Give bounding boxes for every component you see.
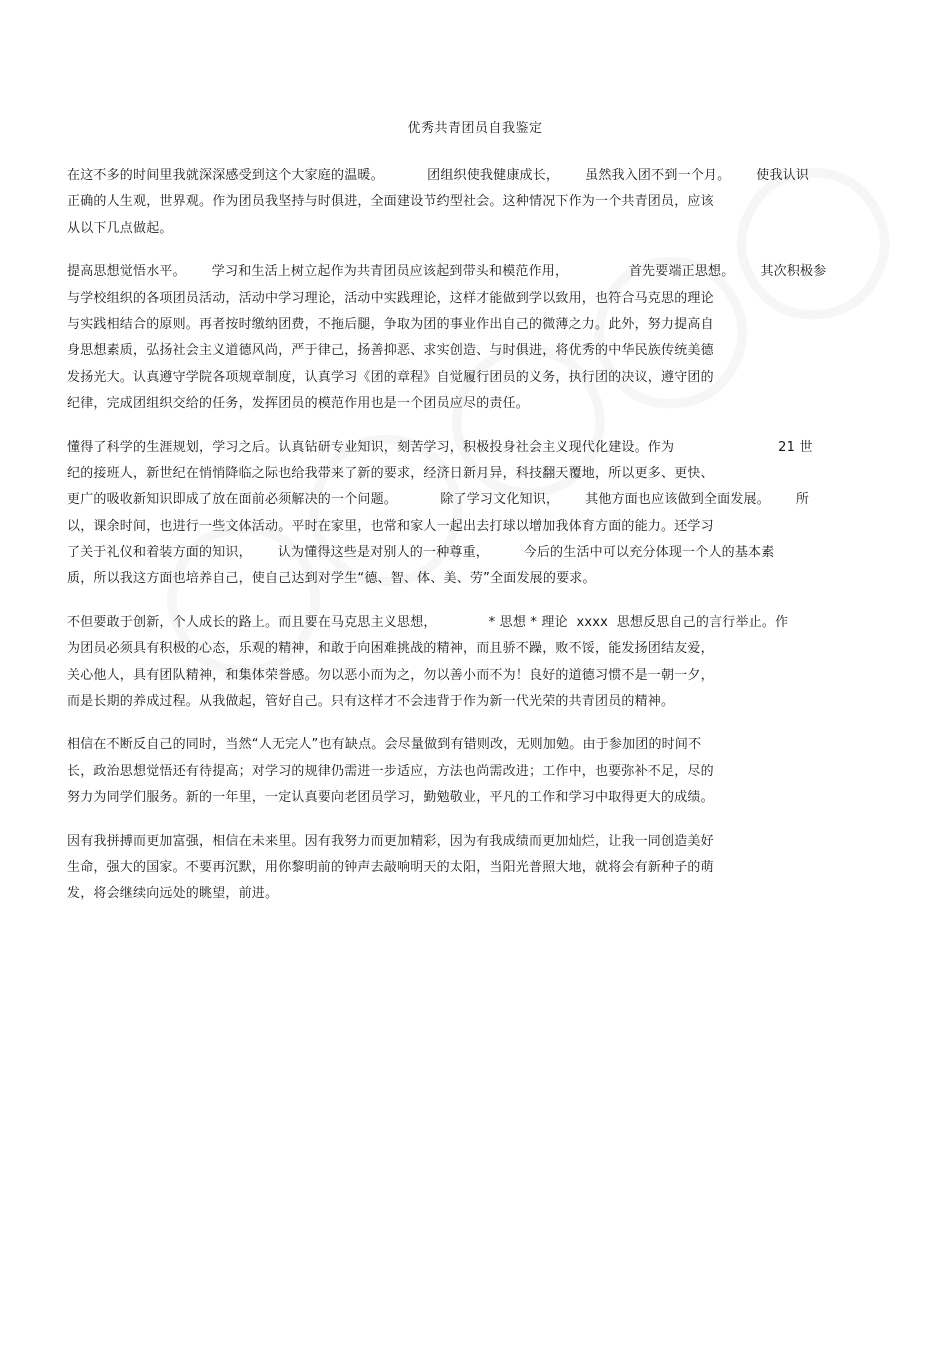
document-body [67, 163, 887, 925]
paragraph-line: 关心他人，具有团队精神，和集体荣誉感。勿以恶小而为之，勿以善小而不为！良好的道德习惯不是一朝一夕， [67, 667, 714, 683]
paragraph-line: 质，所以我这方面也培养自己，使自己达到对学生“德、智、体、美、劳”全面发展的要求。 [67, 571, 596, 587]
paragraph-line: 生命，强大的国家。不要再沉默，用你黎明前的钟声去敲响明天的太阳，当阳光普照大地，就将会有新种子的萌 [67, 859, 714, 875]
paragraph [67, 259, 887, 417]
paragraph-line: 了关于礼仪和着装方面的知识， 认为懂得这些是对别人的一种尊重， 今后的生活中可以充分体现一个人的基本素 [67, 545, 775, 561]
paragraph-line: 不但要敢于创新，个人成长的路上。而且要在马克思主义思想， * 思想 * 理论 xxxx 思想反思自己的言行举止。作 [67, 614, 789, 630]
paragraph-line: 纪律，完成团组织交给的任务，发挥团员的模范作用也是一个团员应尽的责任。 [67, 396, 530, 412]
paragraph-line: 在这不多的时间里我就深深感受到这个大家庭的温暖。 团组织使我健康成长， 虽然我入团不到一个月。 使我认识 [67, 168, 810, 183]
paragraph-line: 相信在不断反自己的同时，当然“人无完人”也有缺点。会尽量做到有错则改，无则加勉。由于参加团的时间不 [67, 737, 702, 753]
paragraph [67, 610, 887, 716]
paragraph-line: 发，将会继续向远处的眺望，前进。 [67, 886, 279, 902]
paragraph-line: 而是长期的养成过程。从我做起，管好自己。只有这样才不会违背于作为新一代光荣的共青团员的精神。 [67, 694, 675, 710]
paragraph-line: 提高思想觉悟水平。 学习和生活上树立起作为共青团员应该起到带头和模范作用， 首先要端正思想。 其次积极参 [67, 264, 827, 280]
paragraph-line: 因有我拼搏而更加富强，相信在未来里。因有我努力而更加精彩，因为有我成绩而更加灿烂，让我一同创造美好 [67, 833, 714, 849]
paragraph-line: 身思想素质，弘扬社会主义道德风尚，严于律己，扬善抑恶、求实创造、与时俱进，将优秀的中华民族传统美德 [67, 343, 714, 359]
paragraph-line: 发扬光大。认真遵守学院各项规章制度，认真学习《团的章程》自觉履行团员的义务，执行团的决议，遵守团的 [67, 369, 714, 385]
paragraph-line: 懂得了科学的生涯规划，学习之后。认真钻研专业知识，刻苦学习，积极投身社会主义现代化建设。作为 21 世 [67, 439, 813, 455]
paragraph-line: 为团员必须具有积极的心态，乐观的精神，和敢于向困难挑战的精神，而且骄不躁，败不馁，能发扬团结友爱， [67, 641, 714, 657]
paragraph [67, 732, 887, 811]
paragraph-line: 以，课余时间，也进行一些文体活动。平时在家里，也常和家人一起出去打球以增加我体育方面的能力。还学习 [67, 518, 714, 534]
paragraph-line: 努力为同学们服务。新的一年里，一定认真要向老团员学习，勤勉敬业，平凡的工作和学习中取得更大的成绩。 [67, 790, 714, 806]
paragraph-line: 正确的人生观，世界观。作为团员我坚持与时俱进，全面建设节约型社会。这种情况下作为一个共青团员，应该 [67, 194, 714, 210]
paragraph-line: 长，政治思想觉悟还有待提高；对学习的规律仍需进一步适应，方法也尚需改进；工作中，也要弥补不足，尽的 [67, 763, 714, 779]
paragraph-line: 从以下几点做起。 [67, 220, 173, 236]
paragraph [67, 435, 887, 593]
paragraph-line: 与学校组织的各项团员活动，活动中学习理论，活动中实践理论，这样才能做到学以致用，也符合马克思的理论 [67, 290, 714, 306]
paragraph-line: 更广的吸收新知识即成了放在面前必须解决的一个问题。 除了学习文化知识， 其他方面也应该做到全面发展。 所 [67, 492, 810, 508]
paragraph-line: 纪的接班人，新世纪在悄悄降临之际也给我带来了新的要求，经济日新月异，科技翻天覆地，所以更多、更快、 [67, 465, 714, 481]
paragraph [67, 163, 887, 242]
paragraph-line: 与实践相结合的原则。再者按时缴纳团费，不拖后腿，争取为团的事业作出自己的微薄之力。此外，努力提高自 [67, 316, 714, 332]
paragraph [67, 829, 887, 908]
document-title: 优秀共青团员自我鉴定 [407, 121, 543, 136]
